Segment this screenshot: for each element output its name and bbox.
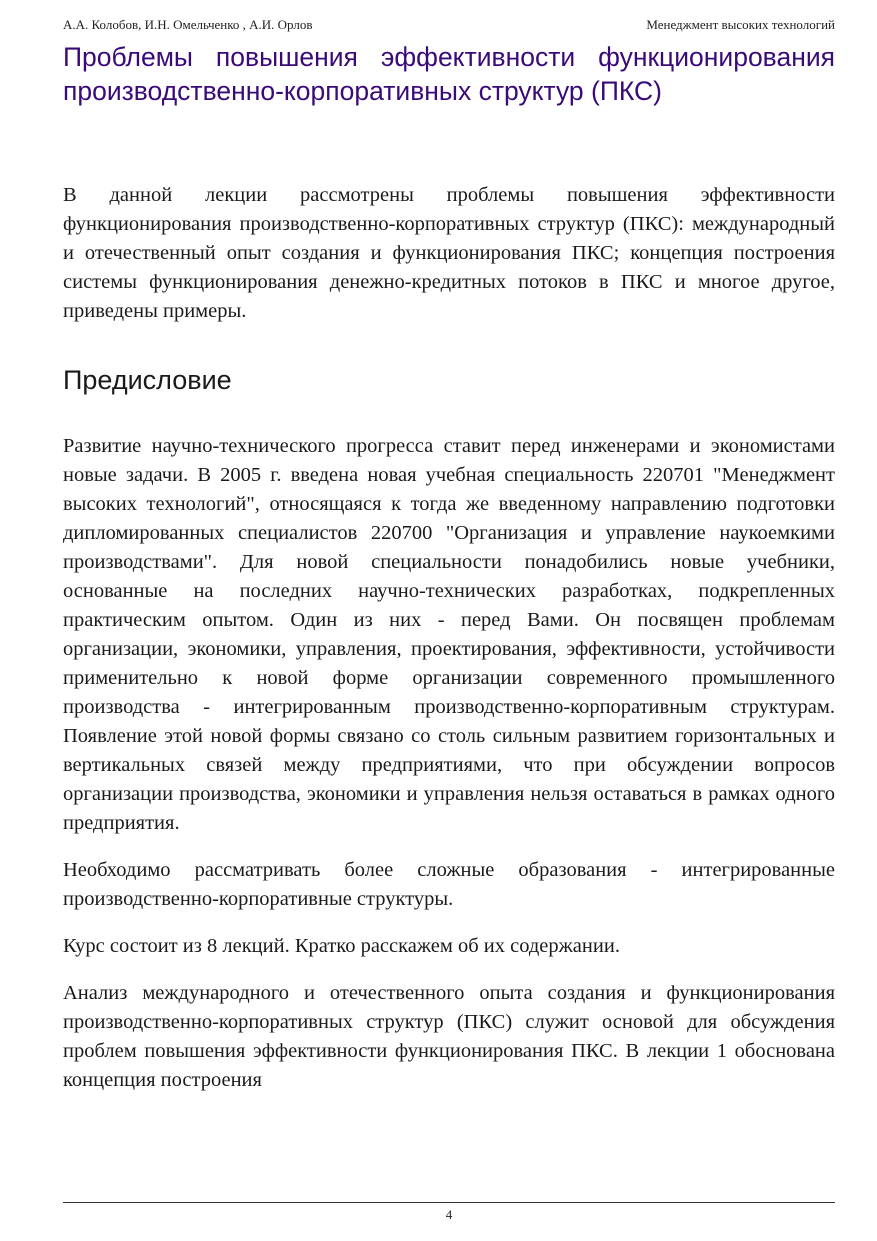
body-paragraph: Развитие научно-технического прогресса ставит перед инженерами и экономистами новые задачи. В 2005 г. введена новая учебная специальность 220701 "Менеджмент высоких технологий", относящаяся к тогда же введенному направлению подготовки дипломированных специалистов 220700 "Организация и управление наукоемкими производствами". Для новой специальности понадобились новые учебники, основанные на последних научно-технических разработках, подкрепленных практическим опытом. Один из них - перед Вами. Он посвящен проблемам организации, экономики, управления, проектирования, эффективности, устойчивости применительно к новой форме организации современного промышленного производства - интегрированным производственно-корпоративным структурам. Появление этой новой формы связано со столь сильным развитием горизонтальных и вертикальных связей между предприятиями, что при обсуждении вопросов организации производства, экономики и управления нельзя оставаться в рамках одного предприятия.: [63, 435, 835, 834]
lecture-abstract: В данной лекции рассмотрены проблемы повышения эффективности функционирования производственно-корпоративных структур (ПКС): международный и отечественный опыт создания и функционирования ПКС; концепция построения системы функционирования денежно-кредитных потоков в ПКС и многое другое, приведены примеры.: [63, 184, 835, 322]
running-header: [63, 16, 835, 34]
section-heading-preface: Предисловие: [63, 365, 232, 395]
body-paragraph: Анализ международного и отечественного опыта создания и функционирования производственно-корпоративных структур (ПКС) служит основой для обсуждения проблем повышения эффективности функционирования ПКС. В лекции 1 обоснована концепция построения: [63, 982, 835, 1091]
header-authors: А.А. Колобов, И.Н. Омельченко , А.И. Орлов: [63, 17, 313, 32]
document-page: [63, 0, 835, 1241]
footer-divider: [63, 1202, 835, 1203]
lecture-title: Проблемы повышения эффективности функционирования производственно-корпоративных структур (ПКС): [63, 42, 835, 106]
page-number: 4: [445, 1207, 453, 1222]
body-paragraph: Курс состоит из 8 лекций. Кратко расскажем об их содержании.: [63, 935, 620, 957]
preface-body: [63, 432, 835, 1113]
header-course-title: Менеджмент высоких технологий: [646, 17, 835, 32]
body-paragraph: Необходимо рассматривать более сложные образования - интегрированные производственно-корпоративные структуры.: [63, 859, 835, 910]
